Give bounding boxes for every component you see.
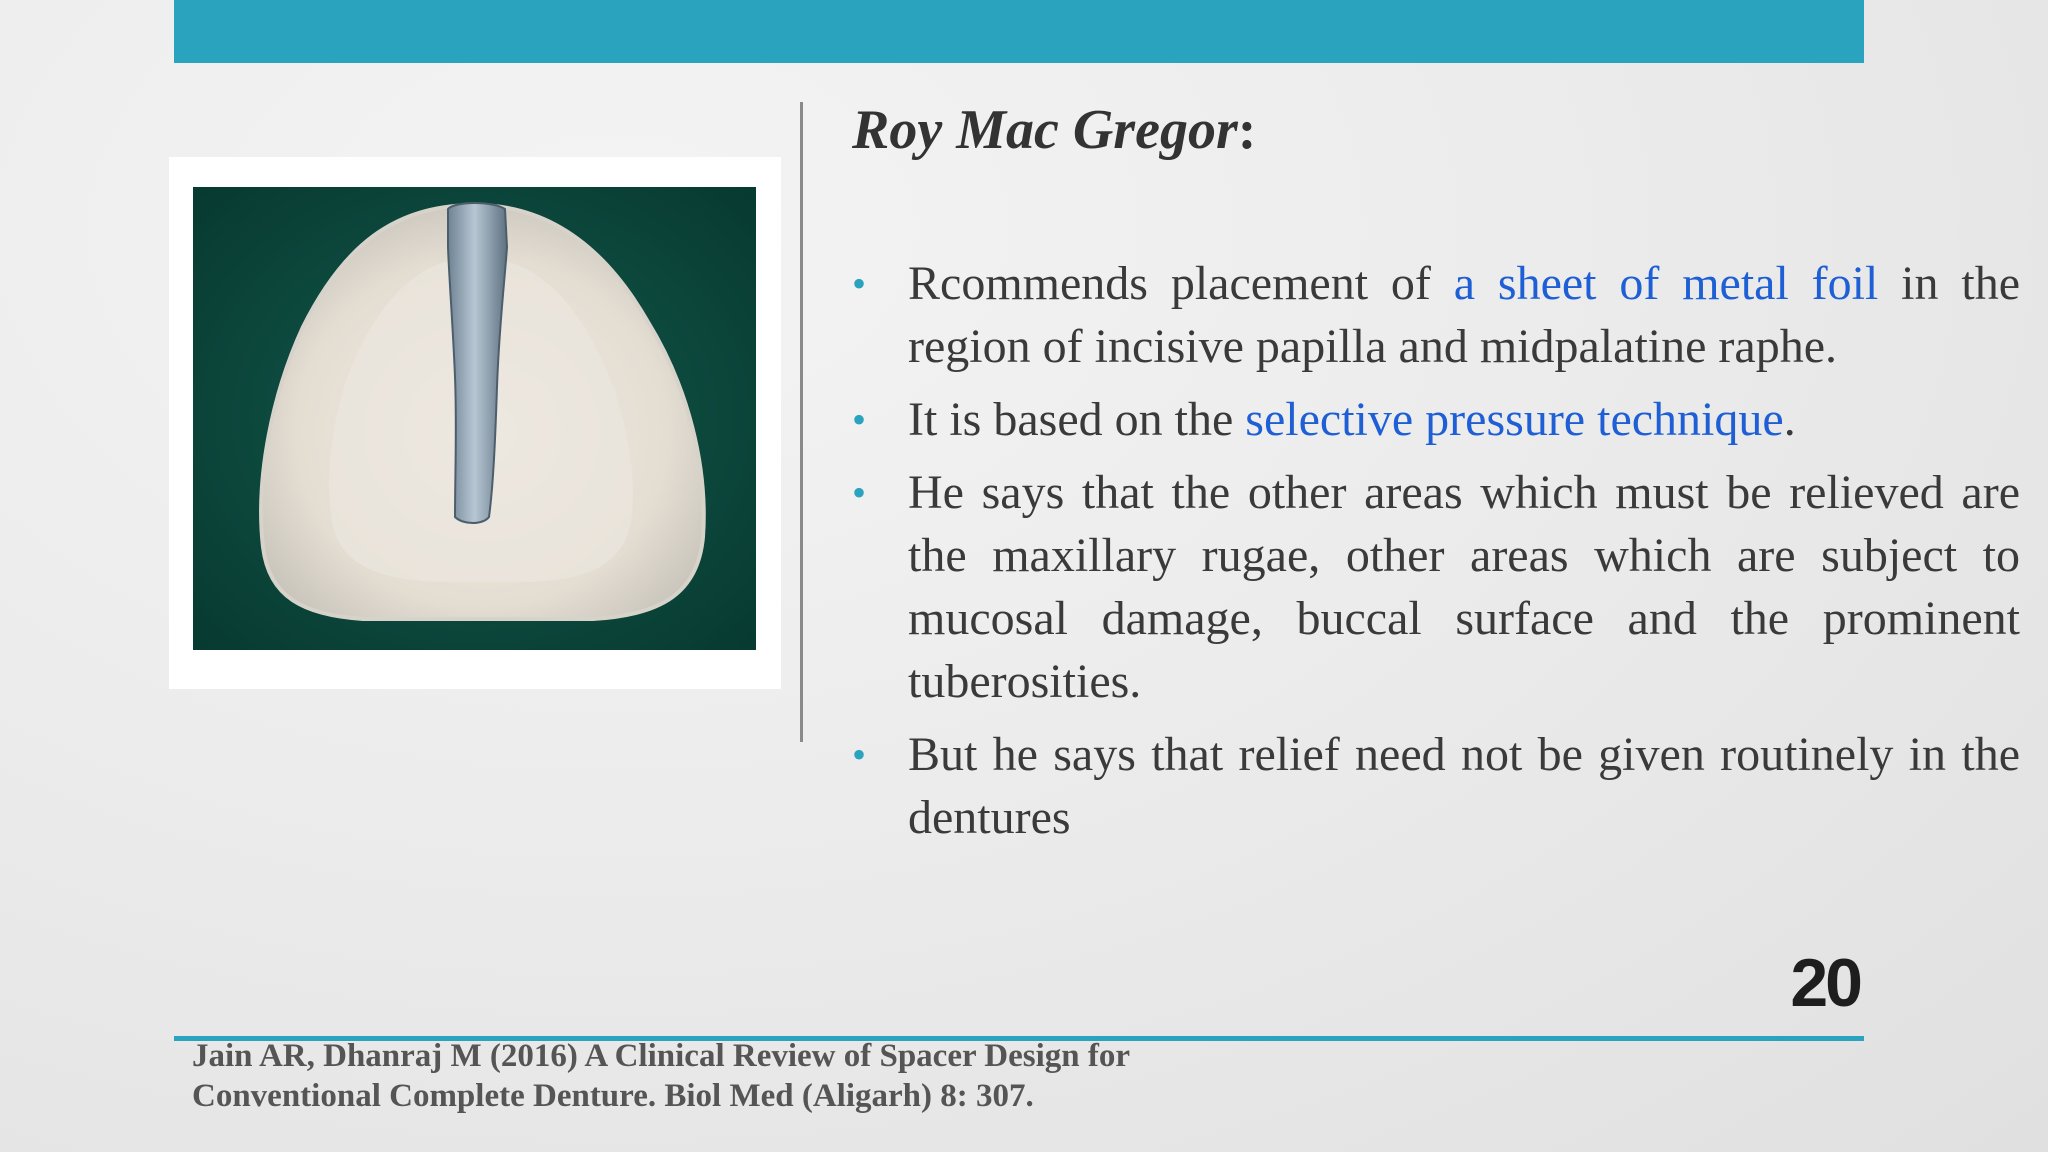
citation-line-2: Conventional Complete Denture. Biol Med (Aligarh) 8: 307. bbox=[192, 1078, 1034, 1114]
denture-cast-photo bbox=[193, 187, 756, 650]
citation bbox=[192, 1036, 1292, 1116]
bullet-text: in the region of incisive papilla and midpalatine raphe. bbox=[908, 257, 2021, 373]
bullet-text: But he says that relief need not be given routinely in the dentures bbox=[908, 728, 2020, 844]
bullet-dot-icon: • bbox=[852, 397, 867, 442]
bullet-text: He says that the other areas which must be relieved are the maxillary rugae, other areas which are subject to mucosal damage, buccal surface and the prominent tuberosities. bbox=[908, 466, 2020, 708]
page-number: 20 bbox=[1790, 945, 1860, 1021]
bullet-text: Rcommends placement of bbox=[908, 257, 1454, 310]
top-accent-bar bbox=[174, 0, 1864, 63]
bullet-item bbox=[852, 252, 2020, 378]
bullet-text: It is based on the bbox=[908, 393, 1246, 446]
heading-colon: : bbox=[1237, 99, 1257, 161]
bullet-highlight: a sheet of metal foil bbox=[1453, 257, 1879, 310]
bullet-item bbox=[852, 388, 2020, 451]
bullet-text: . bbox=[1783, 393, 1796, 446]
bullet-dot-icon: • bbox=[852, 261, 867, 306]
bullet-list bbox=[852, 252, 2020, 859]
denture-cast-illustration bbox=[193, 187, 756, 650]
slide-heading bbox=[852, 98, 1256, 162]
bullet-dot-icon: • bbox=[852, 732, 867, 777]
bullet-dot-icon: • bbox=[852, 470, 867, 515]
vertical-divider bbox=[800, 102, 803, 742]
heading-name: Roy Mac Gregor bbox=[852, 99, 1238, 161]
photo-frame bbox=[169, 157, 781, 689]
bullet-highlight: selective pressure technique bbox=[1245, 393, 1784, 446]
bullet-item bbox=[852, 723, 2020, 849]
bullet-item bbox=[852, 461, 2020, 713]
citation-line-1: Jain AR, Dhanraj M (2016) A Clinical Review of Spacer Design for bbox=[192, 1038, 1131, 1074]
